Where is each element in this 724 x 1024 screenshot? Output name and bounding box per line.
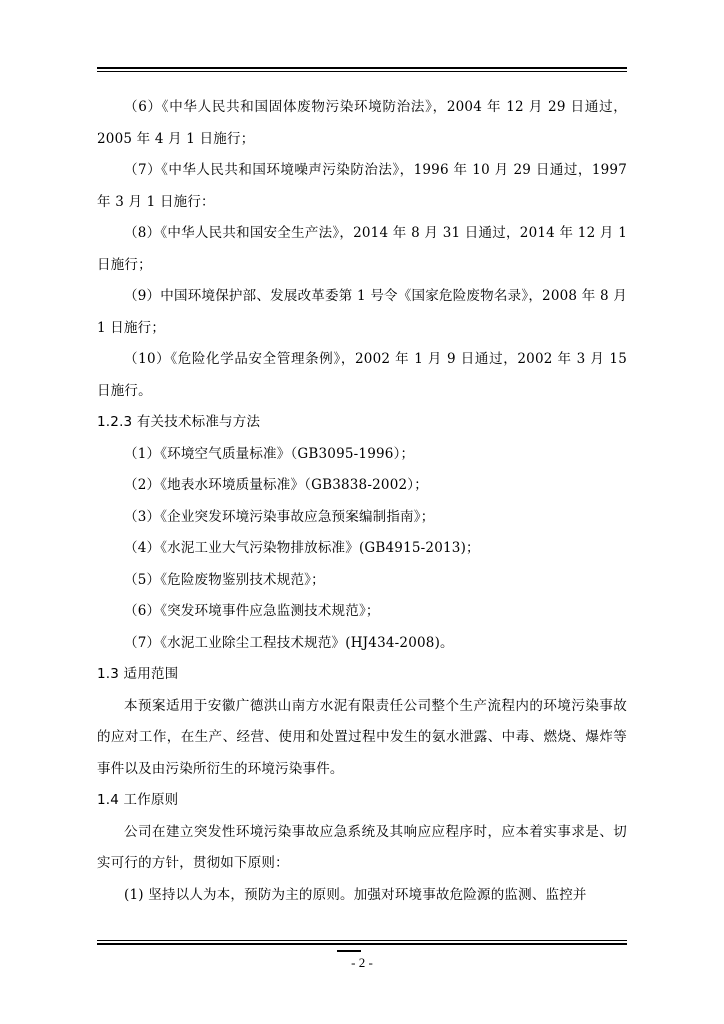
standard-item-7: （7）《水泥工业除尘工程技术规范》(HJ434-2008)。 [124, 634, 454, 651]
regulation-9: （9）中国环境保护部、发展改革委第 1 号令《国家危险废物名录》，2008 年 8 月 1 日施行； [97, 288, 627, 336]
standard-item-3: （3）《企业突发环境污染事故应急预案编制指南》； [124, 508, 435, 525]
principles-intro: 公司在建立突发性环境污染事故应急系统及其响应应程序时，应本着实事求是、切实可行的方针，贯彻如下原则： [97, 823, 627, 871]
header-rule-thick [97, 67, 627, 69]
footer-mark [337, 950, 361, 952]
section-heading-1-4: 1.4 工作原则 [97, 792, 179, 808]
regulation-8: （8）《中华人民共和国安全生产法》，2014 年 8 月 31 日通过，2014 年 12 月 1 日施行； [97, 225, 627, 273]
footer-rule-thick [97, 943, 627, 945]
standard-item-6: （6）《突发环境事件应急监测技术规范》； [124, 603, 380, 619]
regulation-6: （6）《中华人民共和国固体废物污染环境防治法》，2004 年 12 月 29 日通过，2005 年 4 月 1 日施行； [97, 99, 627, 147]
header-rule-thin [97, 71, 627, 72]
standard-item-1: （1）《环境空气质量标准》（GB3095-1996）； [124, 445, 415, 462]
document-body [97, 92, 627, 911]
section-heading-1-2-3: 1.2.3 有关技术标准与方法 [97, 414, 261, 430]
regulation-7: （7）《中华人民共和国环境噪声污染防治法》，1996 年 10 月 29 日通过，1997 年 3 月 1 日施行： [97, 162, 627, 210]
principle-1: (1) 坚持以人为本，预防为主的原则。加强对环境事故危险源的监测、监控并 [124, 886, 587, 903]
standard-item-2: （2）《地表水环境质量标准》（GB3838-2002）； [124, 477, 428, 493]
standard-item-5: （5）《危险废物鉴别技术规范》； [124, 571, 325, 588]
section-heading-1-3: 1.3 适用范围 [97, 666, 179, 682]
page-number: - 2 - [351, 955, 373, 970]
regulation-10: （10）《危险化学品安全管理条例》，2002 年 1 月 9 日通过，2002 年 3 月 15 日施行。 [97, 351, 627, 399]
standard-item-4: （4）《水泥工业大气污染物排放标准》(GB4915-2013)； [124, 540, 480, 556]
footer-rule-thin [97, 940, 627, 941]
scope-paragraph: 本预案适用于安徽广德洪山南方水泥有限责任公司整个生产流程内的环境污染事故的应对工作，在生产、经营、使用和处置过程中发生的氨水泄露、中毒、燃烧、爆炸等事件以及由污染所衍生的环境污染事件。 [97, 697, 627, 777]
